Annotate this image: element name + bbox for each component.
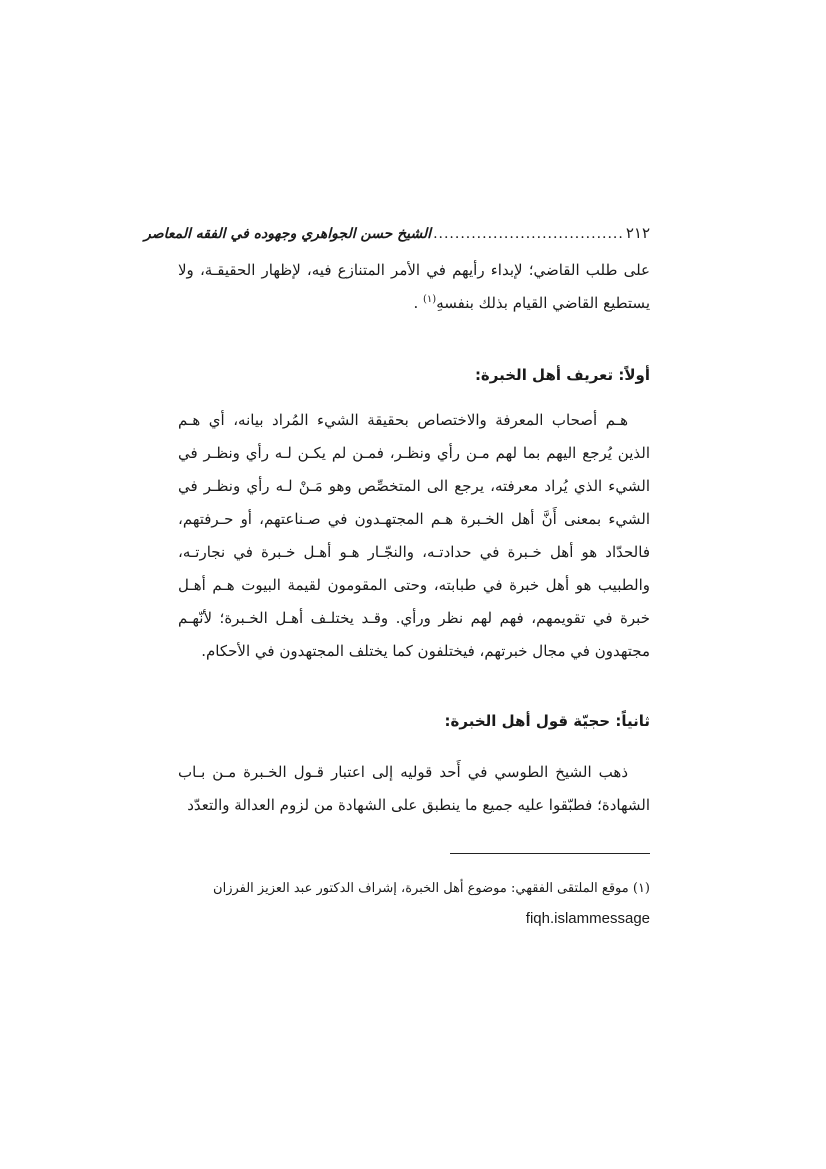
footnote-url[interactable]: fiqh.islammessage [525,910,650,927]
section-heading-definition: أولاً: تعريف أهل الخبرة: [474,366,650,384]
page-body [143,222,650,822]
header-leader-dots: ................................... [433,226,624,242]
book-title: الشيخ حسن الجواهري وجهوده في الفقه المعاصر [143,226,432,242]
opening-paragraph [178,254,650,320]
running-header [143,222,650,244]
footnote-reference[interactable]: (١) [423,294,437,305]
footnote-divider [450,853,650,854]
authority-paragraph: ذهب الشيخ الطوسي في أَحد قوليه إلى اعتبار قـول الخـبرة مـن بـاب الشهادة؛ فطبّقوا عليه جميع ما ينطبق على الشهادة من لزوم العدالة والتعدّد [178,763,650,814]
opening-paragraph-end: . [413,294,424,312]
footnote [178,874,650,934]
footnote-text: (١) موقع الملتقى الفقهي: موضوع أهل الخبرة، إشراف الدكتور عبد العزيز الفرزان [213,881,650,896]
opening-paragraph-text: على طلب القاضي؛ لإبداء رأيهم في الأمر المتنازع فيه، لإظهار الحقيقـة، ولا يستطيع القاضي القيام بذلك بنفسهِ [178,261,650,312]
definition-paragraph: هـم أصحاب المعرفة والاختصاص بحقيقة الشيء المُراد بيانه، أي هـم الذين يُرجع اليهم بما لهم مـن رأي ونظـر، فمـن لم يكـن لـه رأي ونظـر في الشيء الذي يُراد معرفته، يرجع الى المتخصِّص وهو مَـنْ لـه رأي ونظـر في الشيء بمعنى أَنَّ أهل الخـبرة هـم المجتهـدون في صـناعتهم، أو حـرفتهم، فالحدّاد هو أهل خـبرة في حدادتـه، والنجّـار هـو أهـل خـبرة في نجارتـه، والطبيب هو أهل خبرة في طبابته، وحتى المقومون لقيمة البيوت هـم أهـل خبرة في تقويمهم، فهم لهم نظر ورأي. وقـد يختلـف أهـل الخـبرة؛ لأنّهـم مجتهدون في مجال خبرتهم، فيختلفون كما يختلف المجتهدون في الأحكام. [178,411,650,660]
section-heading-authority: ثانياً: حجيّة قول أهل الخبرة: [444,712,650,730]
page-number: ٢١٢ [625,224,650,242]
